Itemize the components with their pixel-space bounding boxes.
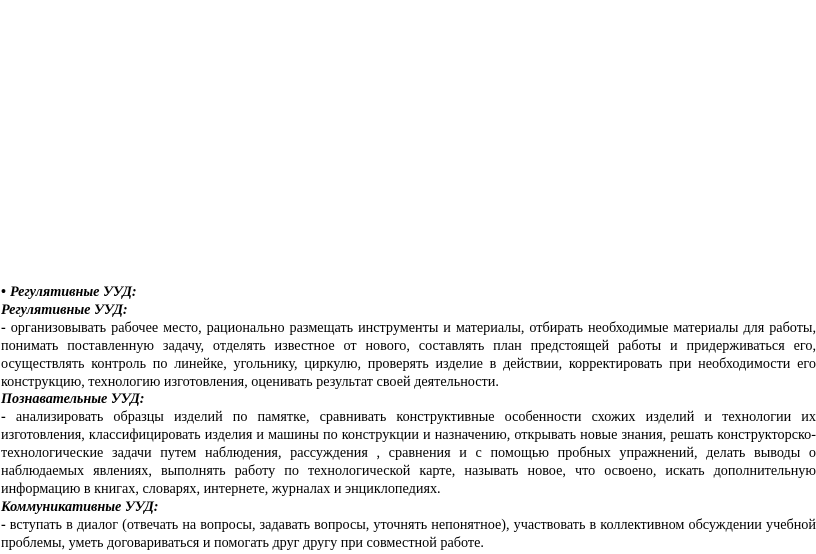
section-heading: Регулятивные УУД: bbox=[1, 301, 128, 318]
section-heading: Познавательные УУД: bbox=[1, 391, 145, 408]
section-text: вступать в диалог (отвечать на вопросы, задавать вопросы, уточнять непонятное), участвовать в коллективном обсуждении учебной проблемы, уметь договариваться и помогать друг другу при совместной работе. bbox=[1, 516, 816, 551]
section-paragraph bbox=[1, 320, 816, 392]
section-text: анализировать образцы изделий по памятке, сравнивать конструктивные особенности схожих изделий и технологии их изготовления, классифицировать изделия и машины по конструкции и назначению, открывать новые знания, решать конструкторско-технологические задачи путем наблюдения, рассуждения , сравнения и с помощью пробных упражнений, делать выводы о наблюдаемых явлениях, выполнять работу по технологической карте, называть новое, что освоено, искать дополнительную информацию в книгах, словарях, интернете, журналах и энциклопедиях. bbox=[1, 409, 816, 497]
section-paragraph bbox=[1, 409, 816, 499]
document-body bbox=[1, 284, 816, 553]
dash-marker: - bbox=[1, 516, 6, 533]
dash-marker: - bbox=[1, 409, 6, 426]
bullet-heading-text: Регулятивные УУД: bbox=[10, 284, 137, 300]
dash-marker: - bbox=[1, 319, 6, 336]
section-cognitive bbox=[1, 391, 816, 498]
bullet-heading bbox=[1, 284, 816, 302]
section-heading: Коммуникативные УУД: bbox=[1, 498, 159, 515]
section-paragraph bbox=[1, 517, 816, 553]
bullet-icon: • bbox=[1, 284, 6, 300]
section-text: организовывать рабочее место, рационально размещать инструменты и материалы, отбирать необходимые материалы для работы, понимать поставленную задачу, отделять известное от нового, составлять план предстоящей работы и придерживаться его, осуществлять контроль по линейке, угольнику, циркулю, проверять изделие в действии, корректировать при необходимости его конструкцию, технологию изготовления, оценивать результат своей деятельности. bbox=[1, 319, 816, 390]
section-communicative bbox=[1, 499, 816, 553]
section-regulative bbox=[1, 302, 816, 392]
